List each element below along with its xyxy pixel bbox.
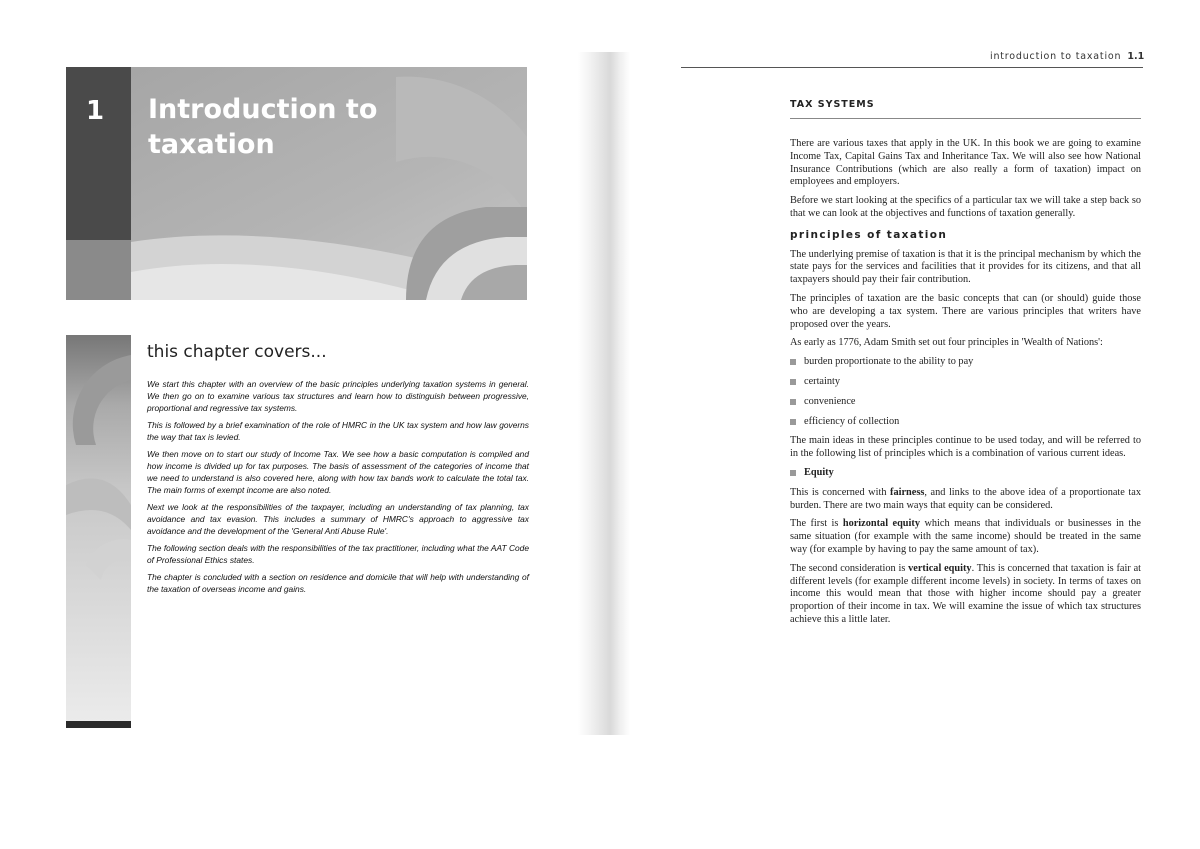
summary-paragraph: Next we look at the responsibilities of the taxpayer, including an understanding of tax planning, tax avoidance and tax evasion. This includes a summary of HMRC's approach to aggressive tax avoidance and the development of the 'General Anti Abuse Rule'. bbox=[147, 502, 529, 536]
text-run: which means that individuals or businesses in the same situation (for example with the same income) should be treated in the same way (for example by having to pay the same amount of tax). bbox=[790, 518, 1141, 555]
body-paragraph: The underlying premise of taxation is that it is the principal mechanism by which the state pays for the services and facilities that it provides for its citizens, and that all taxpayers should pay their fair contribution. bbox=[790, 248, 1141, 286]
summary-paragraph: This is followed by a brief examination of the role of HMRC in the UK tax system and how law governs the way that tax is levied. bbox=[147, 420, 529, 442]
text-run: This is concerned with bbox=[790, 486, 891, 498]
bold-term-fairness: fairness bbox=[890, 486, 925, 498]
list-item: efficiency of collection bbox=[790, 416, 1141, 429]
chapter-covers-heading: this chapter covers... bbox=[147, 342, 327, 362]
running-head-title: introduction to taxation bbox=[990, 51, 1122, 62]
side-decorative-strip bbox=[66, 335, 131, 728]
side-strip-bottom-bar bbox=[66, 721, 131, 728]
body-text bbox=[790, 138, 1141, 633]
body-paragraph: There are various taxes that apply in the UK. In this book we are going to examine Income Tax, Capital Gains Tax and Inheritance Tax. We will also see how National Insurance Contributions (which are also really a form of taxation) impact on employees and employers. bbox=[790, 138, 1141, 188]
summary-paragraph: The following section deals with the responsibilities of the tax practitioner, including what the AAT Code of Professional Ethics states. bbox=[147, 543, 529, 565]
header-rule bbox=[681, 67, 1143, 68]
equity-heading: Equity bbox=[790, 467, 1141, 480]
page-number: 1.1 bbox=[1127, 51, 1145, 62]
section-title: TAX SYSTEMS bbox=[790, 99, 875, 110]
side-swoosh-graphic bbox=[66, 335, 131, 728]
equity-paragraph-3 bbox=[790, 563, 1141, 627]
section-rule bbox=[790, 118, 1141, 119]
text-run: . This is concerned that taxation is fair at different levels (for example different income levels) in society. In terms of taxes on income this would mean that those with higher income should pay a greater proportion of their income in tax. We will examine the issue of which tax structures achieve this a little later. bbox=[790, 562, 1141, 625]
chapter-covers-summary bbox=[147, 378, 529, 600]
equity-paragraph-1 bbox=[790, 487, 1141, 513]
chapter-number: 1 bbox=[86, 96, 105, 126]
list-item: burden proportionate to the ability to pay bbox=[790, 356, 1141, 369]
body-paragraph: The main ideas in these principles continue to be used today, and will be referred to in the following list of principles which is a combination of various current ideas. bbox=[790, 435, 1141, 460]
book-gutter-shadow bbox=[578, 52, 630, 735]
left-page bbox=[0, 0, 580, 849]
running-head bbox=[990, 51, 1143, 62]
body-paragraph: As early as 1776, Adam Smith set out four principles in 'Wealth of Nations': bbox=[790, 337, 1103, 349]
body-paragraph: The principles of taxation are the basic concepts that can (or should) guide those who are developing a tax system. There are various principles that writers have proposed over the years. bbox=[790, 292, 1141, 330]
equity-heading-list bbox=[790, 467, 1141, 480]
summary-paragraph: The chapter is concluded with a section on residence and domicile that will help with understanding of the taxation of overseas income and gains. bbox=[147, 572, 529, 594]
equity-paragraph-2 bbox=[790, 518, 1141, 556]
bold-term-vertical-equity: vertical equity bbox=[908, 562, 972, 574]
bold-term-horizontal-equity: horizontal equity bbox=[842, 518, 920, 530]
smith-principles-list bbox=[790, 356, 1141, 428]
text-run: , and links to the above idea of a proportionate tax burden. There are two main ways that equity can be considered. bbox=[790, 486, 1141, 511]
text-run: The second consideration is bbox=[790, 562, 909, 574]
list-item: convenience bbox=[790, 396, 1141, 409]
chapter-title: Introduction to taxation bbox=[148, 94, 378, 160]
summary-paragraph: We then move on to start our study of Income Tax. We see how a basic computation is compiled and how income is divided up for tax purposes. The basis of assessment of the categories of income that we need to understand is also covered here, along with how tax bands work to calculate the total tax. The main forms of exempt income are also noted. bbox=[147, 449, 529, 495]
body-paragraph: Before we start looking at the specifics of a particular tax we will take a step back so that we can look at the objectives and functions of taxation generally. bbox=[790, 195, 1141, 219]
chapter-number-column-lower bbox=[66, 240, 131, 300]
subheading-principles: principles of taxation bbox=[790, 228, 948, 241]
list-item: certainty bbox=[790, 376, 1141, 389]
text-run: The first is bbox=[790, 518, 843, 530]
summary-paragraph: We start this chapter with an overview of the basic principles underlying taxation systems in general. We then go on to examine various tax structures and learn how to distinguish between progressive, proportional and regressive tax systems. bbox=[147, 379, 529, 413]
